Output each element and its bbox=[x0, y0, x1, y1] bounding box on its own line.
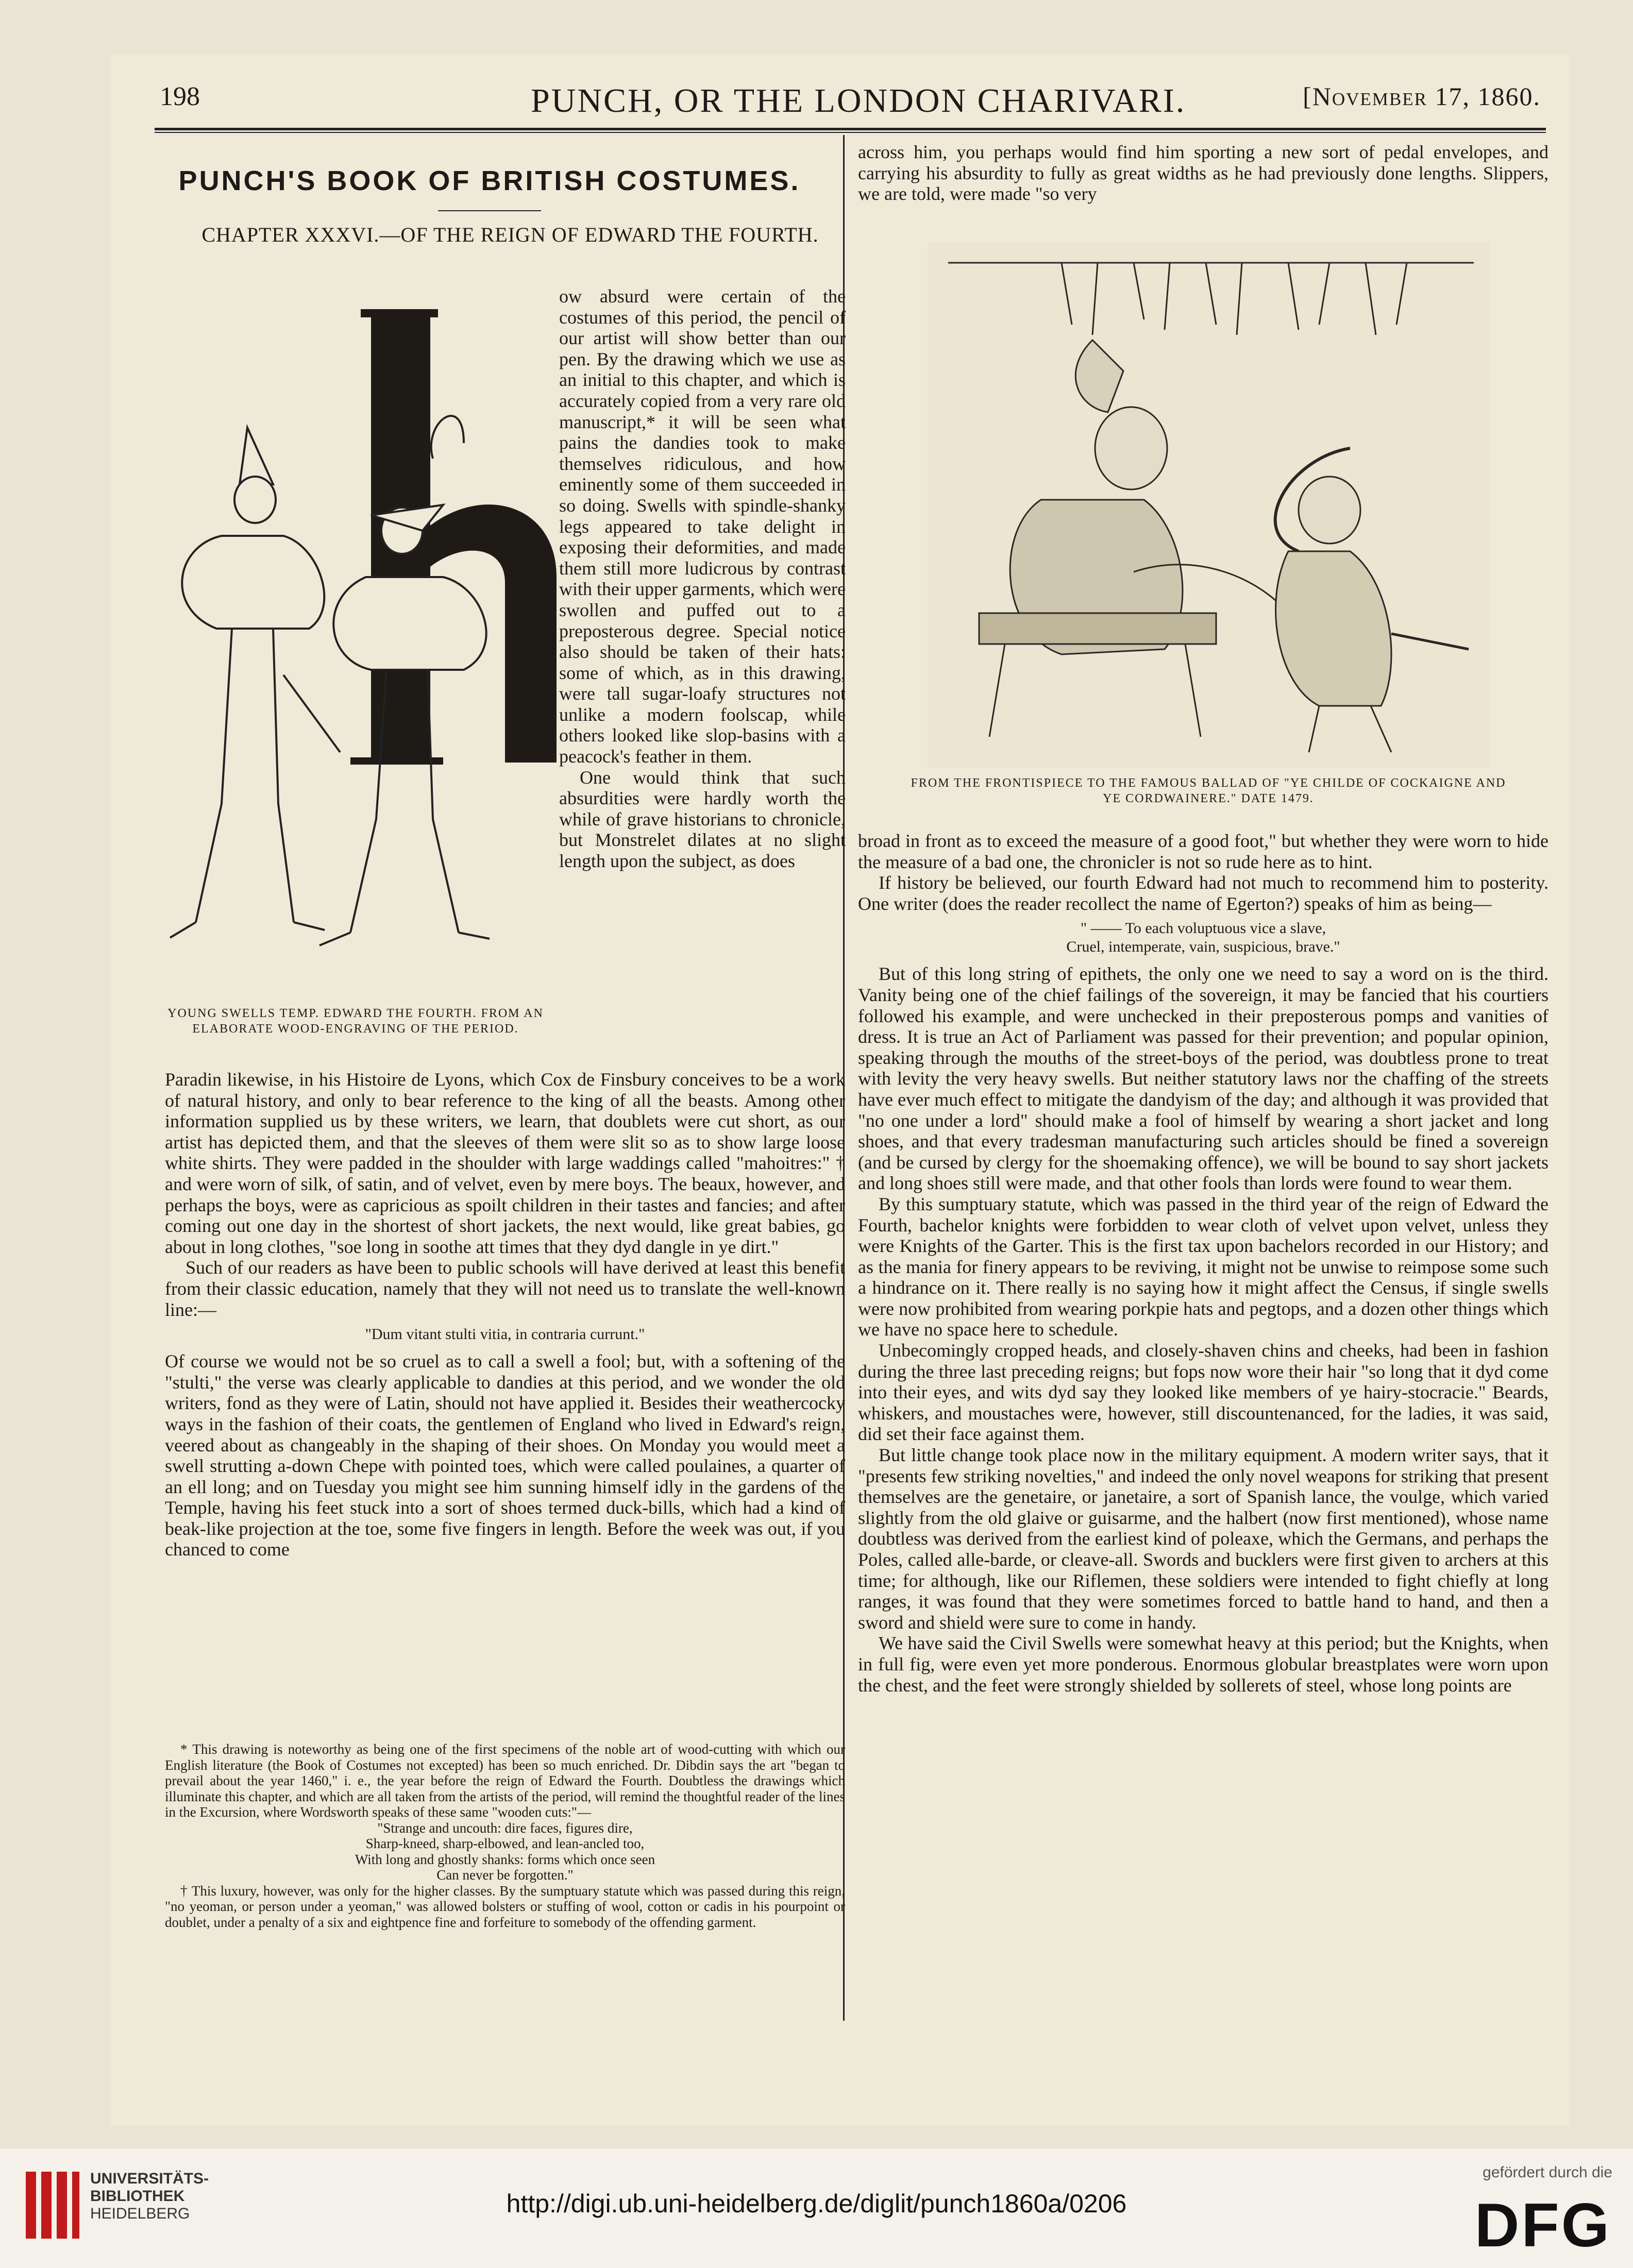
paragraph: But little change took place now in the military equipment. A modern writer says, that it "presents few striking novelties," and indeed the only novel weapons for striking that present themselves are the genetaire, or janetaire, a sort of Spanish lance, the voulge, which varied slightly from the old glaive or guisarme, and the halbert (now first mentioned), whose name doubtless was derived from the earliest kind of poleaxe, which the Germans, and perhaps the Poles, called alle-barde, or cleave-all. Swords and bucklers were first given to archers at this time; for although, like our Riflemen, these soldiers were intended to fight chiefly at long ranges, it was found that they were sometimes forced to battle hand to hand, and then a sword and shield were sure to come in handy. bbox=[858, 1445, 1548, 1633]
footnotes bbox=[165, 1741, 845, 1930]
library-line: BIBLIOTHEK bbox=[90, 2188, 185, 2205]
paragraph: If history be believed, our fourth Edward had not much to recommend him to posterity. One writer (does the reader recollect the name of Egerton?) speaks of him as being— bbox=[858, 872, 1548, 914]
young-swells-illustration bbox=[155, 289, 557, 1005]
paragraph: Paradin likewise, in his Histoire de Lyons, which Cox de Finsbury conceives to be a work of natural history, and only to bear reference to the king of all the beasts. Among other information supplied us by these writers, we learn, that doublets were cut short, as our artist has depicted them, and that the sleeves of them were slit so as to show large loose white shirts. They were padded in the shoulder with large waddings called "mahoitres:" † and were worn of silk, of satin, and of velvet, even by mere boys. The beaux, however, and perhaps the boys, were as capricious as spoilt children in their tastes and fancies; and after coming out one day in the shortest of short jackets, the next would, like great babies, go about in long clothes, "soe long in soothe att times that they dyd dangle in ye dirt." bbox=[165, 1069, 845, 1257]
footnote-verse-line: Can never be forgotten." bbox=[436, 1867, 574, 1883]
paragraph: But of this long string of epithets, the only one we need to say a word on is the third. Vanity being one of the chief failings of the sovereign, it may be fancied that his courtiers followed his example, and were unchecked in their preposterous pomps and vanities of dress. It is true an Act of Parliament was passed for their prevention; and popular opinion, speaking through the mouths of the street-boys of the period, was doubtless prone to treat with levity the very heavy swells. But neither statutory laws nor the chaffing of the streets have ever much effect to mitigate the dandyism of the day; and although it was provided that "no one under a lord" should make a fool of himself by wearing a short jacket and long shoes, and that every tradesman manufacturing such articles should be fined a sovereign (and be cursed by clergy for the shoemaking offence), we will be bound to say short jackets and long shoes still were made, and that other fools than lords were found to wear them. bbox=[858, 963, 1548, 1194]
source-url-link[interactable]: http://digi.ub.uni-heidelberg.de/diglit/punch1860a/0206 bbox=[506, 2189, 1127, 2218]
chapter-heading: CHAPTER XXXVI.—OF THE REIGN OF EDWARD THE FOURTH. bbox=[201, 223, 819, 246]
quoted-verse bbox=[858, 919, 1548, 956]
paragraph: broad in front as to exceed the measure of a good foot," but whether they were worn to hide the measure of a bad one, the chronicler is not so rude here as to hint. bbox=[858, 831, 1548, 872]
figure2-caption: FROM THE FRONTISPIECE TO THE FAMOUS BALLAD OF "YE CHILDE OF COCKAIGNE AND YE CORDWAINERE." DATE 1479. bbox=[911, 776, 1506, 805]
funding-note: gefördert durch die bbox=[1483, 2164, 1612, 2181]
paragraph: One would think that such absurdities were hardly worth the while of grave historians to chronicle, but Monstrelet dilates at no slight length upon the subject, as does bbox=[559, 767, 846, 872]
issue-date: [November 17, 1860. bbox=[1303, 82, 1541, 111]
page-number: 198 bbox=[160, 82, 200, 111]
library-line: UNIVERSITÄTS- bbox=[90, 2170, 209, 2187]
paragraph: Such of our readers as have been to public schools will have derived at least this benefit from their classic education, namely that they will not need us to translate the well-known line:— bbox=[165, 1257, 845, 1320]
paragraph: By this sumptuary statute, which was passed in the third year of the reign of Edward the Fourth, bachelor knights were forbidden to wear cloth of velvet upon velvet, unless they were Knights of the Garter. This is the first tax upon bachelors recorded in our History; and as the mania for finery appears to be reviving, it might not be unwise to reimpose some such a hindrance on it. There really is no saying how it might affect the Census, if single swells were now prohibited from wearing porkpie hats and pegtops, and a dozen other things which we have no space here to schedule. bbox=[858, 1193, 1548, 1340]
column1-body bbox=[165, 1069, 845, 1560]
masthead: PUNCH, OR THE LONDON CHARIVARI. bbox=[531, 82, 1186, 120]
paragraph: across him, you perhaps would find him sporting a new sort of pedal envelopes, and carrying his absurdity to fully as great widths as he had previously done lengths. Slippers, we are told, were made "so very bbox=[858, 142, 1548, 205]
paragraph: Of course we would not be so cruel as to call a swell a fool; but, with a softening of the "stulti," the verse was clearly applicable to dandies at this period, and we wonder the old writers, fond as they were of Latin, should not have applied it. Besides their weathercocky ways in the fashion of their coats, the gentlemen of England who lived in Edward's reign, veered about as changeably in the shaping of their shoes. On Monday you would meet a swell strutting a-down Chepe with pointed toes, which were called poulaines, a quarter of an ell long; and on Tuesday you might see him sunning himself idly in the gardens of the Temple, having his feet stuck into a sort of shoes termed duck-bills, which had a kind of beak-like projection at the toe, some five fingers in length. Before the week was out, if you chanced to come bbox=[165, 1351, 845, 1560]
footnote: * This drawing is noteworthy as being one of the first specimens of the noble art of wood-cutting with which our English literature (the Book of Costumes not excepted) has been so much enriched. Dr. Dibdin says the art "began to prevail about the year 1460," i. e., the year before the reign of Edward the Fourth. Doubtless the drawings which illuminate this chapter, and which are all taken from the artists of the period, will remind the thoughtful reader of the lines in the Excursion, where Wordsworth speaks of these same "wooden cuts:"— bbox=[165, 1741, 845, 1820]
paragraph: ow absurd were certain of the costumes of this period, the pencil of our artist will show better than our pen. By the drawing which we use as an initial to this chapter, and which is accurately copied from a very rare old manuscript,* it will be seen what pains the dandies took to make themselves ridiculous, and how eminently some of them succeeded in so doing. Swells with spindle-shanky legs appeared to take delight in exposing their deformities, and made them still more ludicrous by contrast with their upper garments, which were swollen and puffed out to a preposterous degree. Special notice also should be taken of their hats: some of which, as in this drawing, were tall sugar-loafy structures not unlike a modern foolscap, while others looked like slop-basins with a peacock's feather in them. bbox=[559, 286, 846, 767]
paragraph: Unbecomingly cropped heads, and closely-shaven chins and cheeks, had been in fashion during the three last preceding reigns; but fops now wore their hair "so long that it dyd come into their eyes, and wits dyd say they looked like members of ye hairy-stocracie." Beards, whiskers, and moustaches were, however, still discountenanced, for the ladies, it was said, did set their face against them. bbox=[858, 1340, 1548, 1445]
verse-line: " —— To each voluptuous vice a slave, bbox=[1080, 920, 1326, 937]
footnote-verse-line: "Strange and uncouth: dire faces, figures dire, bbox=[377, 1820, 633, 1836]
page-header bbox=[160, 81, 1541, 123]
article-title: PUNCH'S BOOK OF BRITISH COSTUMES. bbox=[178, 165, 801, 196]
column1-beside-figure bbox=[559, 286, 846, 872]
library-line: HEIDELBERG bbox=[90, 2205, 190, 2222]
header-rule-thin bbox=[155, 132, 1546, 133]
header-rule bbox=[155, 128, 1546, 130]
dfg-logo: DFG bbox=[1474, 2191, 1611, 2260]
footnote-verse-line: With long and ghostly shanks: forms which once seen bbox=[355, 1851, 655, 1867]
cordwainer-illustration bbox=[928, 242, 1489, 768]
footnote-verse-line: Sharp-kneed, sharp-elbowed, and lean-ancled too, bbox=[365, 1836, 645, 1851]
column2-top bbox=[858, 142, 1548, 205]
title-rule bbox=[438, 210, 541, 211]
verse-line: Cruel, intemperate, vain, suspicious, brave." bbox=[1066, 938, 1340, 956]
paragraph: We have said the Civil Swells were somewhat heavy at this period; but the Knights, when in full fig, were even yet more ponderous. Enormous globular breastplates were worn upon the chest, and the feet were strongly shielded by sollerets of steel, whose long points are bbox=[858, 1633, 1548, 1696]
latin-verse: "Dum vitant stulti vitia, in contraria currunt." bbox=[365, 1326, 645, 1343]
figure1-caption: YOUNG SWELLS TEMP. EDWARD THE FOURTH. FROM AN ELABORATE WOOD-ENGRAVING OF THE PERIOD. bbox=[167, 1007, 544, 1036]
column2-body bbox=[858, 831, 1548, 1696]
footnote: † This luxury, however, was only for the higher classes. By the sumptuary statute which was passed during this reign, "no yeoman, or person under a yeoman," was allowed bolsters or stuffing of wool, cotton or cadis in his pourpoint or doublet, under a penalty of a six and eightpence fine and forfeiture to somebody of the offending garment. bbox=[165, 1883, 845, 1930]
